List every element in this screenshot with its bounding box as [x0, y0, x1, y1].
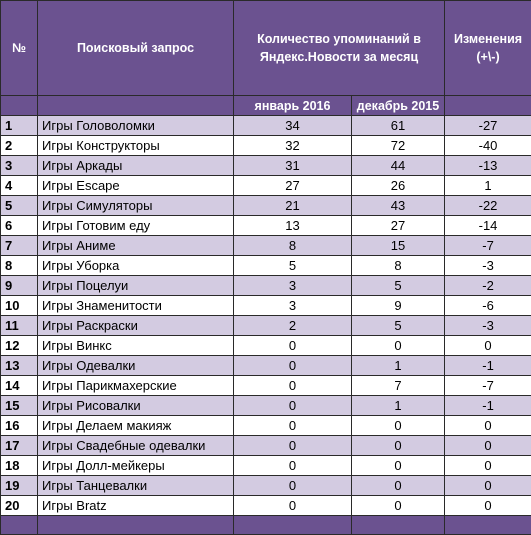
table-row — [1, 336, 531, 356]
row-number: 8 — [1, 256, 38, 276]
row-change-value: -7 — [445, 376, 531, 396]
row-number: 18 — [1, 456, 38, 476]
footer-cell — [38, 516, 234, 535]
footer-cell — [234, 516, 352, 535]
table-row — [1, 116, 531, 136]
table-row — [1, 296, 531, 316]
row-december-value: 0 — [352, 416, 445, 436]
table-row — [1, 416, 531, 436]
row-number: 9 — [1, 276, 38, 296]
row-january-value: 34 — [234, 116, 352, 136]
row-query: Игры Винкс — [38, 336, 234, 356]
row-january-value: 2 — [234, 316, 352, 336]
row-change-value: 0 — [445, 456, 531, 476]
row-number: 3 — [1, 156, 38, 176]
row-january-value: 3 — [234, 276, 352, 296]
row-change-value: -3 — [445, 256, 531, 276]
table-footer-row — [1, 516, 531, 535]
row-number: 7 — [1, 236, 38, 256]
row-change-value: -40 — [445, 136, 531, 156]
table-row — [1, 396, 531, 416]
row-january-value: 0 — [234, 336, 352, 356]
row-number: 2 — [1, 136, 38, 156]
row-december-value: 26 — [352, 176, 445, 196]
row-query: Игры Свадебные одевалки — [38, 436, 234, 456]
row-january-value: 0 — [234, 436, 352, 456]
row-january-value: 0 — [234, 416, 352, 436]
row-number: 17 — [1, 436, 38, 456]
row-january-value: 32 — [234, 136, 352, 156]
row-number: 16 — [1, 416, 38, 436]
row-query: Игры Делаем макияж — [38, 416, 234, 436]
row-change-value: 0 — [445, 476, 531, 496]
row-number: 10 — [1, 296, 38, 316]
table-row — [1, 196, 531, 216]
row-december-value: 27 — [352, 216, 445, 236]
row-number: 20 — [1, 496, 38, 516]
row-number: 15 — [1, 396, 38, 416]
row-query: Игры Танцевалки — [38, 476, 234, 496]
row-december-value: 1 — [352, 396, 445, 416]
row-change-value: 0 — [445, 416, 531, 436]
row-change-value: -13 — [445, 156, 531, 176]
row-query: Игры Аркады — [38, 156, 234, 176]
row-december-value: 1 — [352, 356, 445, 376]
row-change-value: -1 — [445, 396, 531, 416]
row-december-value: 0 — [352, 496, 445, 516]
table-row — [1, 236, 531, 256]
footer-cell — [1, 516, 38, 535]
row-change-value: -6 — [445, 296, 531, 316]
row-january-value: 0 — [234, 356, 352, 376]
row-query: Игры Долл-мейкеры — [38, 456, 234, 476]
row-january-value: 21 — [234, 196, 352, 216]
row-change-value: 0 — [445, 496, 531, 516]
row-december-value: 61 — [352, 116, 445, 136]
row-number: 5 — [1, 196, 38, 216]
table-body — [1, 116, 531, 516]
row-january-value: 31 — [234, 156, 352, 176]
row-query: Игры Рисовалки — [38, 396, 234, 416]
row-number: 12 — [1, 336, 38, 356]
table-row — [1, 456, 531, 476]
row-december-value: 5 — [352, 316, 445, 336]
row-query: Игры Конструкторы — [38, 136, 234, 156]
table-row — [1, 136, 531, 156]
row-number: 14 — [1, 376, 38, 396]
table-row — [1, 356, 531, 376]
row-december-value: 7 — [352, 376, 445, 396]
row-number: 11 — [1, 316, 38, 336]
footer-cell — [445, 516, 531, 535]
row-january-value: 3 — [234, 296, 352, 316]
subheader-january-2016: январь 2016 — [234, 96, 352, 116]
row-december-value: 15 — [352, 236, 445, 256]
row-december-value: 0 — [352, 436, 445, 456]
row-change-value: -1 — [445, 356, 531, 376]
row-january-value: 0 — [234, 396, 352, 416]
row-change-value: -7 — [445, 236, 531, 256]
row-january-value: 8 — [234, 236, 352, 256]
row-january-value: 0 — [234, 476, 352, 496]
row-query: Игры Bratz — [38, 496, 234, 516]
table-row — [1, 276, 531, 296]
subheader-december-2015: декабрь 2015 — [352, 96, 445, 116]
row-number: 19 — [1, 476, 38, 496]
table-row — [1, 476, 531, 496]
row-change-value: -14 — [445, 216, 531, 236]
footer-cell — [352, 516, 445, 535]
table-row — [1, 216, 531, 236]
row-query: Игры Одевалки — [38, 356, 234, 376]
row-december-value: 5 — [352, 276, 445, 296]
row-query: Игры Escape — [38, 176, 234, 196]
table-row — [1, 376, 531, 396]
row-january-value: 5 — [234, 256, 352, 276]
table-row — [1, 436, 531, 456]
row-query: Игры Парикмахерские — [38, 376, 234, 396]
table-row — [1, 256, 531, 276]
table-row — [1, 156, 531, 176]
row-query: Игры Раскраски — [38, 316, 234, 336]
row-query: Игры Головоломки — [38, 116, 234, 136]
row-number: 6 — [1, 216, 38, 236]
row-change-value: -3 — [445, 316, 531, 336]
header-number: № — [1, 1, 38, 96]
row-number: 13 — [1, 356, 38, 376]
row-change-value: -27 — [445, 116, 531, 136]
row-january-value: 0 — [234, 376, 352, 396]
table-row — [1, 316, 531, 336]
row-january-value: 27 — [234, 176, 352, 196]
row-change-value: 0 — [445, 336, 531, 356]
row-december-value: 44 — [352, 156, 445, 176]
subheader-blank-number — [1, 96, 38, 116]
row-december-value: 8 — [352, 256, 445, 276]
header-query: Поисковый запрос — [38, 1, 234, 96]
row-change-value: -2 — [445, 276, 531, 296]
subheader-blank-query — [38, 96, 234, 116]
row-december-value: 0 — [352, 456, 445, 476]
row-december-value: 72 — [352, 136, 445, 156]
row-query: Игры Знаменитости — [38, 296, 234, 316]
row-number: 1 — [1, 116, 38, 136]
row-january-value: 13 — [234, 216, 352, 236]
row-change-value: 1 — [445, 176, 531, 196]
row-january-value: 0 — [234, 456, 352, 476]
row-december-value: 43 — [352, 196, 445, 216]
row-january-value: 0 — [234, 496, 352, 516]
header-mentions: Количество упоминаний в Яндекс.Новости за месяц — [234, 1, 445, 96]
row-query: Игры Аниме — [38, 236, 234, 256]
row-december-value: 0 — [352, 336, 445, 356]
header-change: Изменения (+\-) — [445, 1, 531, 96]
row-query: Игры Симуляторы — [38, 196, 234, 216]
row-change-value: -22 — [445, 196, 531, 216]
table-row — [1, 496, 531, 516]
table-header-row — [1, 1, 531, 96]
table-subheader-row — [1, 96, 531, 116]
row-query: Игры Поцелуи — [38, 276, 234, 296]
row-query: Игры Уборка — [38, 256, 234, 276]
table-row — [1, 176, 531, 196]
row-december-value: 9 — [352, 296, 445, 316]
row-change-value: 0 — [445, 436, 531, 456]
row-december-value: 0 — [352, 476, 445, 496]
subheader-blank-change — [445, 96, 531, 116]
row-query: Игры Готовим еду — [38, 216, 234, 236]
row-number: 4 — [1, 176, 38, 196]
